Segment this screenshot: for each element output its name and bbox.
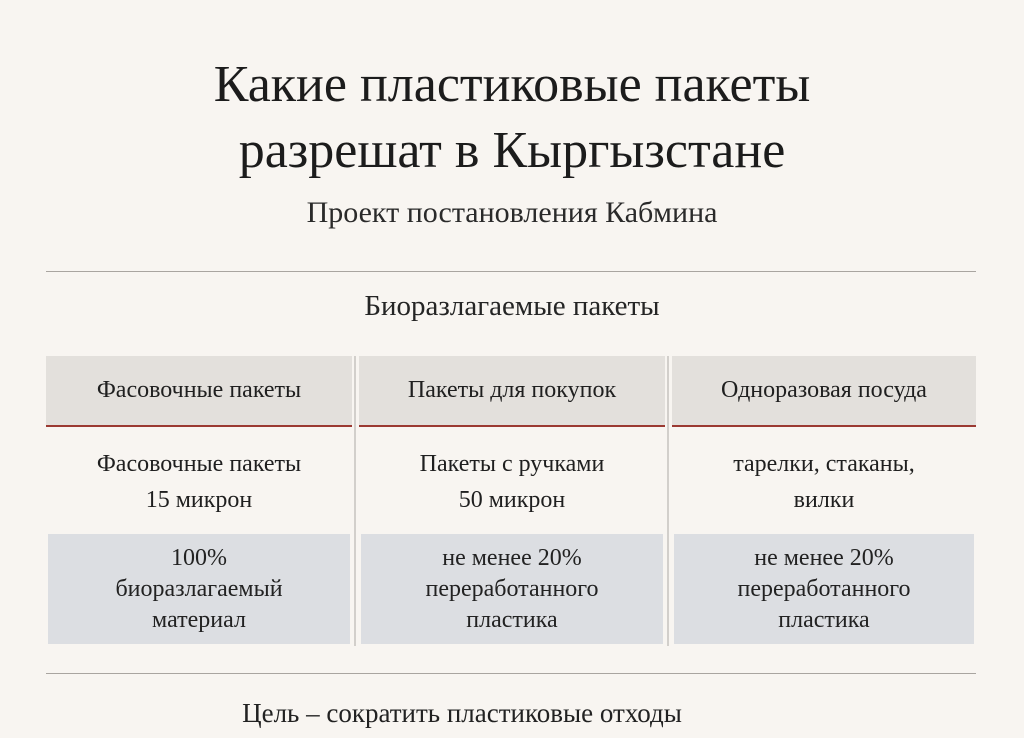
column-packing-bags: [46, 356, 352, 648]
requirement-line: 100%: [171, 544, 227, 571]
description-line: 15 микрон: [145, 487, 253, 513]
requirement-box: [361, 534, 663, 644]
description-line: Фасовочные пакеты: [96, 451, 302, 477]
requirement-line: материал: [152, 606, 246, 633]
description-line: 50 микрон: [458, 487, 566, 513]
column-header: Одноразовая посуда: [672, 356, 976, 427]
requirement-line: переработанного: [425, 575, 599, 602]
page-title: [0, 52, 1024, 184]
requirement-line: пластика: [778, 606, 870, 633]
title-line-1: Какие пластиковые пакеты: [213, 56, 811, 113]
requirement-line: не менее 20%: [442, 544, 582, 571]
column-divider: [354, 356, 356, 646]
requirement-line: переработанного: [737, 575, 911, 602]
description-line: Пакеты с ручками: [419, 451, 605, 477]
requirement-line: биоразлагаемый: [115, 575, 283, 602]
column-description: [46, 446, 352, 518]
title-line-2: разрешат в Кыргызстане: [238, 122, 786, 179]
column-description: [672, 446, 976, 518]
column-header: Пакеты для покупок: [359, 356, 665, 427]
requirement-box: [674, 534, 974, 644]
description-line: вилки: [793, 487, 855, 513]
requirement-line: не менее 20%: [754, 544, 894, 571]
section-title: Биоразлагаемые пакеты: [364, 290, 660, 322]
column-shopping-bags: [359, 356, 665, 648]
page-subtitle: Проект постановления Кабмина: [306, 196, 718, 229]
footer-note: Цель – сократить пластиковые отходы: [242, 698, 682, 728]
requirement-box: [48, 534, 350, 644]
description-line: тарелки, стаканы,: [733, 451, 915, 477]
column-description: [359, 446, 665, 518]
column-divider: [667, 356, 669, 646]
requirement-line: пластика: [466, 606, 558, 633]
top-divider: [46, 271, 976, 272]
column-disposable-tableware: [672, 356, 976, 648]
bottom-divider: [46, 673, 976, 674]
column-header: Фасовочные пакеты: [46, 356, 352, 427]
